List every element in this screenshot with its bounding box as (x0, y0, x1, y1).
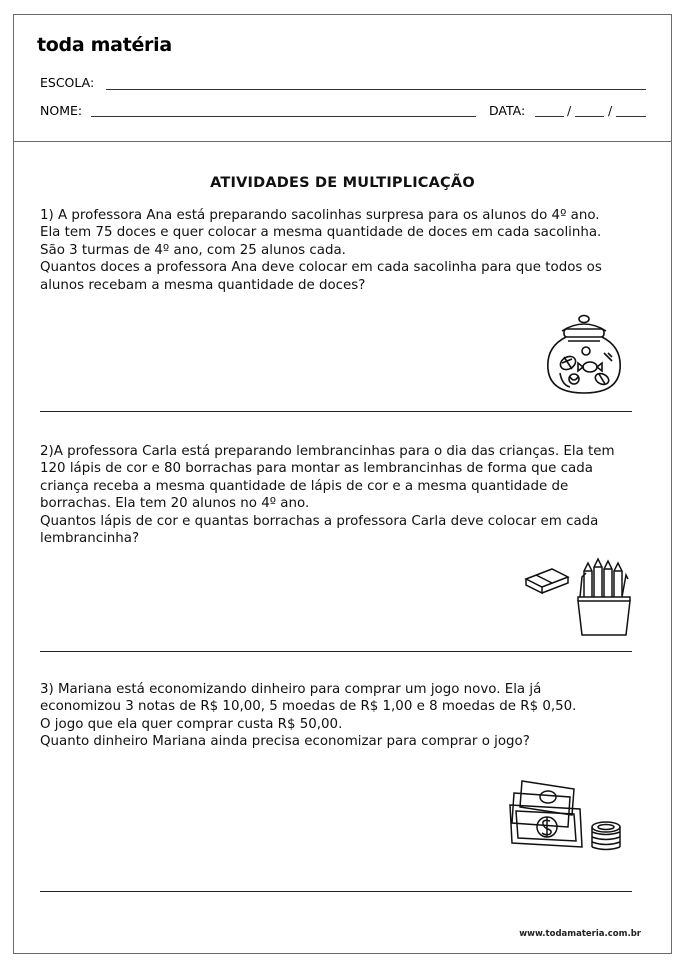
date-label: DATA: (489, 103, 526, 118)
school-field[interactable] (106, 89, 646, 90)
question-3-line: 3) Mariana está economizando dinheiro para comprar um jogo novo. Ela já (40, 682, 542, 697)
question-1-line: Quantos doces a professora Ana deve colocar em cada sacolinha para que todos os (40, 260, 602, 276)
question-1-line: Ela tem 75 doces e quer colocar a mesma quantidade de doces em cada sacolinha. (40, 225, 602, 241)
answer-line-1[interactable] (40, 411, 632, 412)
date-day-field[interactable] (535, 116, 564, 117)
header-divider (14, 141, 671, 142)
name-label: NOME: (40, 103, 83, 118)
answer-line-3[interactable] (40, 891, 632, 892)
worksheet-page (13, 14, 672, 954)
question-3-line: economizou 3 notas de R$ 10,00, 5 moedas de R$ 1,00 e 8 moedas de R$ 0,50. (40, 699, 577, 715)
question-2-line: Quantos lápis de cor e quantas borrachas a professora Carla deve colocar em cada (40, 513, 599, 529)
candy-jar-icon (542, 311, 626, 397)
date-month-field[interactable] (575, 116, 604, 117)
question-2-line: 120 lápis de cor e 80 borrachas para montar as lembrancinhas de forma que cada (40, 461, 593, 477)
answer-line-2[interactable] (40, 651, 632, 652)
date-separator: / (567, 103, 572, 118)
brand-logo: toda matéria (37, 34, 172, 56)
question-2-line: borrachas. Ela tem 20 alunos no 4º ano. (40, 496, 310, 512)
date-separator: / (608, 103, 613, 118)
question-3-line: O jogo que ela quer comprar custa R$ 50,00. (40, 716, 343, 732)
question-1-line: 1) A professora Ana está preparando sacolinhas surpresa para os alunos do 4º ano. (40, 208, 600, 223)
date-year-field[interactable] (616, 116, 646, 117)
question-2-line: criança receba a mesma quantidade de lápis de cor e a mesma quantidade de (40, 478, 569, 494)
question-3-line: Quanto dinheiro Mariana ainda precisa economizar para comprar o jogo? (40, 734, 530, 750)
name-field[interactable] (91, 116, 476, 117)
question-3 (40, 681, 652, 751)
money-icon (502, 775, 628, 855)
question-2 (40, 443, 652, 547)
question-1-line: São 3 turmas de 4º ano, com 25 alunos cada. (40, 242, 346, 258)
question-2-line: lembrancinha? (40, 531, 140, 547)
question-1 (40, 207, 652, 294)
school-label: ESCOLA: (40, 75, 95, 90)
page-title: ATIVIDADES DE MULTIPLICAÇÃO (210, 175, 475, 191)
question-2-line: 2)A professora Carla está preparando lembrancinhas para o dia das crianças. Ela tem (40, 444, 615, 459)
website-url: www.todamateria.com.br (519, 929, 641, 939)
eraser-and-pencils-icon (522, 557, 638, 637)
question-1-line: alunos recebam a mesma quantidade de doces? (40, 277, 366, 293)
